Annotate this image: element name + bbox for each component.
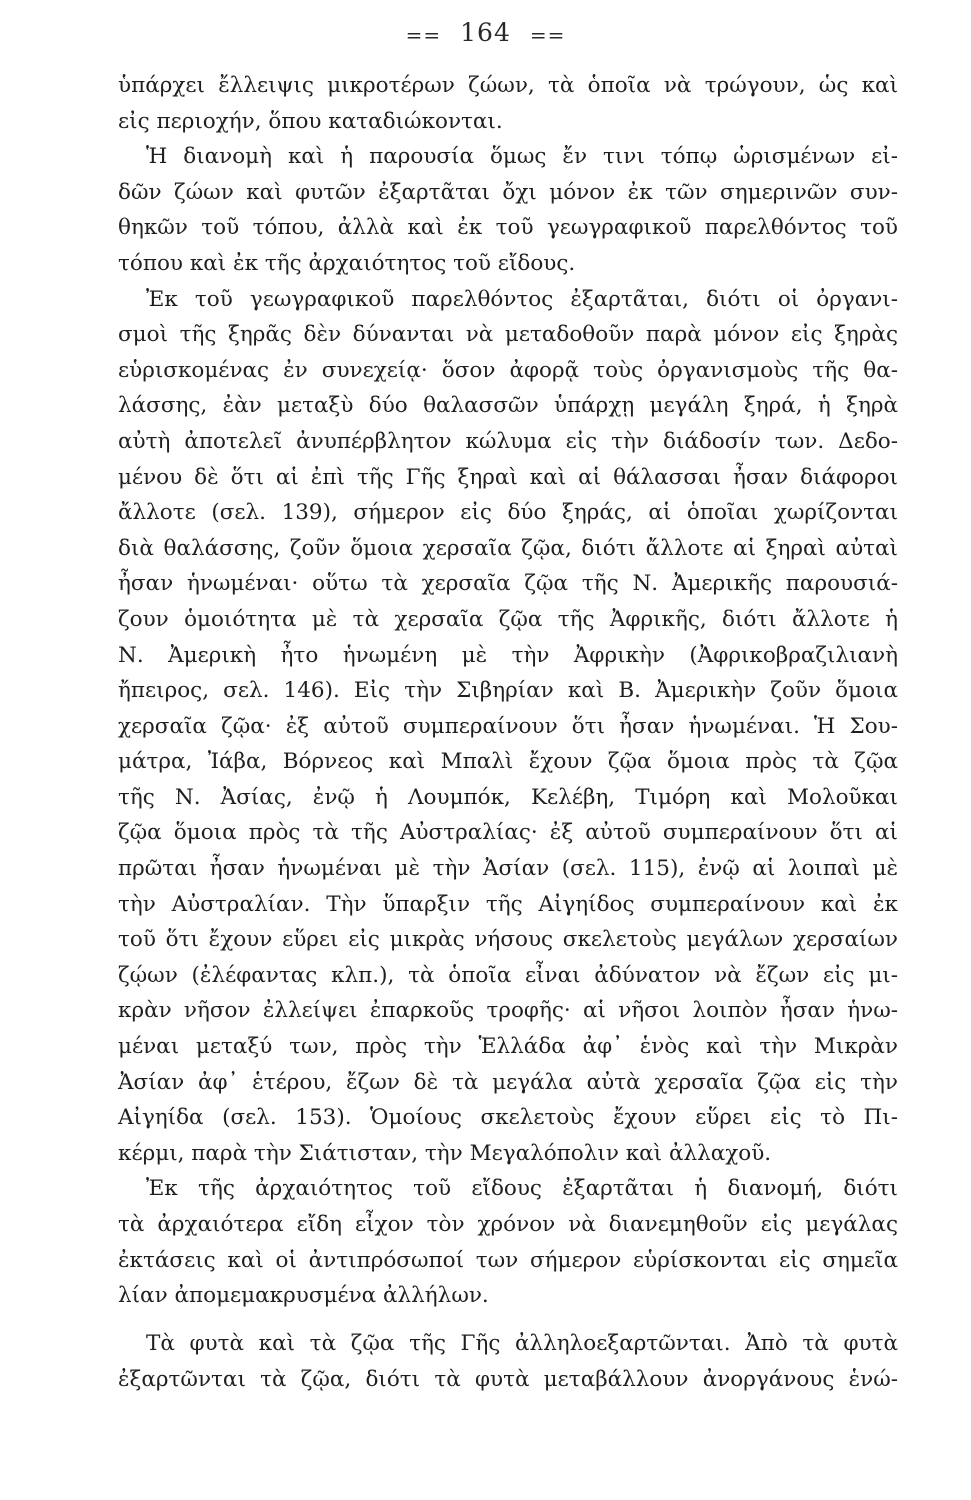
body-text-line: αὐτὴ ἀποτελεῖ ἀνυπέρβλητον κώλυμα εἰς τὴν διάδοσίν των. Δεδο-: [118, 428, 898, 454]
body-text-line: Ἐκ τοῦ γεωγραφικοῦ παρελθόντος ἐξαρτᾶται, διότι οἱ ὀργανι-: [146, 286, 898, 312]
body-text-line: ἤπειρος, σελ. 146). Εἰς τὴν Σιβηρίαν καὶ Β. Ἀμερικὴν ζοῦν ὅμοια: [118, 678, 898, 704]
body-text-line: δῶν ζώων καὶ φυτῶν ἐξαρτᾶται ὄχι μόνον ἐκ τῶν σημερινῶν συν-: [118, 179, 898, 205]
body-text-line: πρῶται ἦσαν ἡνωμέναι μὲ τὴν Ἀσίαν (σελ. 115), ἐνῷ αἱ λοιπαὶ μὲ: [118, 856, 898, 882]
body-text-line: ζῷα ὅμοια πρὸς τὰ τῆς Αὐστραλίας· ἐξ αὐτοῦ συμπεραίνουν ὅτι αἱ: [118, 820, 898, 846]
page-number-decoration-left: ==: [405, 22, 442, 47]
body-text-line: εἰς περιοχήν, ὅπου καταδιώκονται.: [118, 108, 503, 134]
body-text-line: κρὰν νῆσον ἐλλείψει ἐπαρκοῦς τροφῆς· αἱ νῆσοι λοιπὸν ἦσαν ἡνω-: [118, 998, 898, 1024]
section-text-line: ἐξαρτῶνται τὰ ζῷα, διότι τὰ φυτὰ μεταβάλλουν ἀνοργάνους ἑνώ-: [118, 1366, 898, 1392]
body-text-line: τῆς Ν. Ἀσίας, ἐνῷ ἡ Λουμπόκ, Κελέβη, Τιμόρη καὶ Μολοῦκαι: [118, 784, 898, 810]
body-text-line: Ἡ διανομὴ καὶ ἡ παρουσία ὅμως ἔν τινι τόπῳ ὡρισμένων εἰ-: [146, 144, 898, 170]
body-text-line: ἄλλοτε (σελ. 139), σήμερον εἰς δύο ξηράς, αἱ ὁποῖαι χωρίζονται: [118, 500, 898, 526]
body-text-line: χερσαῖα ζῷα· ἐξ αὐτοῦ συμπεραίνουν ὅτι ἦσαν ἡνωμέναι. Ἡ Σου-: [118, 713, 898, 739]
page-number-decoration-right: ==: [529, 22, 566, 47]
section-paragraph-block: [118, 1326, 898, 1397]
body-text-line: σμοὶ τῆς ξηρᾶς δὲν δύνανται νὰ μεταδοθοῦν παρὰ μόνον εἰς ξηρὰς: [118, 322, 898, 348]
body-text-line: μάτρα, Ἰάβα, Βόρνεος καὶ Μπαλὶ ἔχουν ζῷα ὅμοια πρὸς τὰ ζῷα: [118, 749, 898, 775]
body-text-line: Ν. Ἀμερικὴ ἦτο ἡνωμένη μὲ τὴν Ἀφρικὴν (Ἀφρικοβραζιλιανὴ: [118, 642, 898, 668]
page-number-header: [0, 18, 971, 47]
body-text-line: κέρμι, παρὰ τὴν Σιάτισταν, τὴν Μεγαλόπολιν καὶ ἀλλαχοῦ.: [118, 1140, 772, 1166]
body-text-line: εὑρισκομένας ἐν συνεχείᾳ· ὅσον ἀφορᾷ τοὺς ὀργανισμοὺς τῆς θα-: [118, 357, 898, 383]
body-text-line: ζουν ὁμοιότητα μὲ τὰ χερσαῖα ζῷα τῆς Ἀφρικῆς, διότι ἄλλοτε ἡ: [118, 606, 898, 632]
body-text-line: τοῦ ὅτι ἔχουν εὕρει εἰς μικρὰς νήσους σκελετοὺς μεγάλων χερσαίων: [118, 927, 898, 953]
body-text-line: μένου δὲ ὅτι αἱ ἐπὶ τῆς Γῆς ξηραὶ καὶ αἱ θάλασσαι ἦσαν διάφοροι: [118, 464, 898, 490]
body-text-line: ὑπάρχει ἔλλειψις μικροτέρων ζώων, τὰ ὁποῖα νὰ τρώγουν, ὡς καὶ: [118, 73, 898, 98]
body-text-line: τὰ ἀρχαιότερα εἴδη εἶχον τὸν χρόνον νὰ διανεμηθοῦν εἰς μεγάλας: [118, 1212, 898, 1237]
body-text-line: λίαν ἀπομεμακρυσμένα ἀλλήλων.: [118, 1283, 489, 1309]
body-text-line: θηκῶν τοῦ τόπου, ἀλλὰ καὶ ἐκ τοῦ γεωγραφικοῦ παρελθόντος τοῦ: [118, 215, 898, 241]
section-text-line: Τὰ φυτὰ καὶ τὰ ζῷα τῆς Γῆς ἀλληλοεξαρτῶνται. Ἀπὸ τὰ φυτὰ: [146, 1331, 898, 1356]
body-text-line: μέναι μεταξύ των, πρὸς τὴν Ἑλλάδα ἀφ᾿ ἑνὸς καὶ τὴν Μικρὰν: [118, 1034, 898, 1060]
body-text-line: διὰ θαλάσσης, ζοῦν ὅμοια χερσαῖα ζῷα, διότι ἄλλοτε αἱ ξηραὶ αὐταὶ: [118, 535, 898, 561]
body-text-line: Ἐκ τῆς ἀρχαιότητος τοῦ εἴδους ἐξαρτᾶται ἡ διανομή, διότι: [146, 1176, 898, 1202]
body-text-line: τόπου καὶ ἐκ τῆς ἀρχαιότητος τοῦ εἴδους.: [118, 250, 576, 276]
body-text-line: λάσσης, ἐὰν μεταξὺ δύο θαλασσῶν ὑπάρχῃ μεγάλη ξηρά, ἡ ξηρὰ: [118, 393, 898, 419]
body-text-line: ἐκτάσεις καὶ οἱ ἀντιπρόσωποί των σήμερον εὑρίσκονται εἰς σημεῖα: [118, 1247, 898, 1273]
body-text-line: Αἰγηίδα (σελ. 153). Ὁμοίους σκελετοὺς ἔχουν εὕρει εἰς τὸ Πι-: [118, 1105, 898, 1131]
body-text-line: ἦσαν ἡνωμέναι· οὕτω τὰ χερσαῖα ζῷα τῆς Ν. Ἀμερικῆς παρουσιά-: [118, 571, 898, 597]
body-text-line: Ἀσίαν ἀφ᾿ ἑτέρου, ἔζων δὲ τὰ μεγάλα αὐτὰ χερσαῖα ζῷα εἰς τὴν: [118, 1069, 898, 1095]
body-text-line: τὴν Αὐστραλίαν. Τὴν ὕπαρξιν τῆς Αἰγηίδος συμπεραίνουν καὶ ἐκ: [118, 891, 898, 917]
page-number: 164: [460, 18, 511, 47]
main-text-block: [118, 68, 898, 1314]
body-text-line: ζῴων (ἐλέφαντας κλπ.), τὰ ὁποῖα εἶναι ἀδύνατον νὰ ἔζων εἰς μι-: [118, 962, 898, 988]
